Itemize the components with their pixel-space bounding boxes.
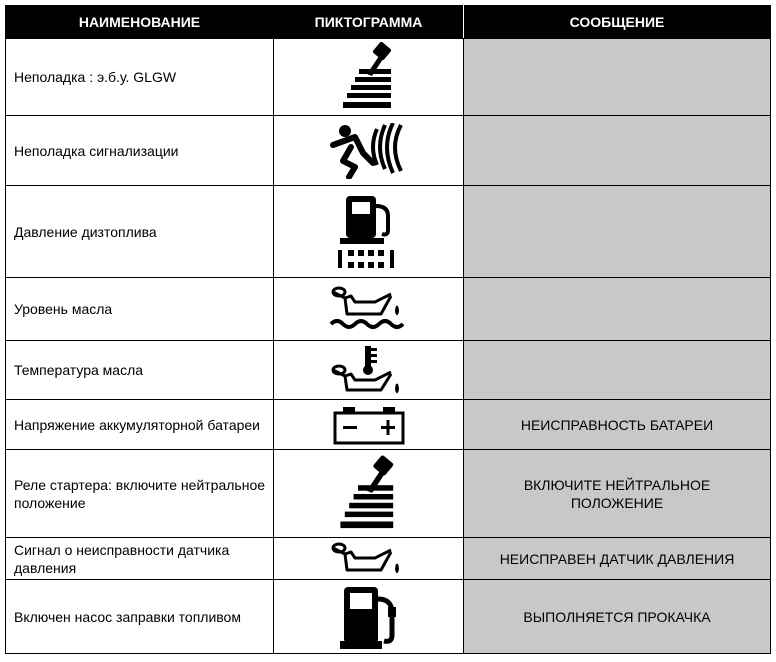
row-message (464, 341, 771, 400)
header-message: СООБЩЕНИЕ (464, 6, 771, 39)
row-name: Включен насос заправки топливом (6, 580, 274, 654)
table-row (6, 186, 771, 278)
gear-lever-icon (336, 42, 402, 112)
row-name: Неполадка сигнализации (6, 116, 274, 186)
row-message: НЕИСПРАВНОСТЬ БАТАРЕИ (464, 400, 771, 450)
table-row (6, 341, 771, 400)
row-name: Давление дизтоплива (6, 186, 274, 278)
gear-lever-icon (336, 455, 402, 533)
row-message (464, 186, 771, 278)
table-row (6, 116, 771, 186)
row-name: Неполадка : э.б.у. GLGW (6, 39, 274, 116)
oil-can-icon (329, 542, 409, 576)
row-name: Температура масла (6, 341, 274, 400)
row-message: НЕИСПРАВЕН ДАТЧИК ДАВЛЕНИЯ (464, 538, 771, 580)
row-name: Напряжение аккумуляторной батареи (6, 400, 274, 450)
table-row (6, 580, 771, 654)
indicator-table (5, 5, 771, 654)
table-header-row (6, 6, 771, 39)
row-name: Сигнал о неисправности датчика давления (6, 538, 274, 580)
table-row (6, 278, 771, 341)
oil-level-icon (329, 284, 409, 334)
alarm-person-icon (329, 123, 409, 179)
row-name: Реле стартера: включите нейтральное положение (6, 450, 274, 538)
row-name: Уровень масла (6, 278, 274, 341)
table-row (6, 39, 771, 116)
table-row (6, 450, 771, 538)
row-message (464, 278, 771, 341)
oil-temperature-icon (329, 344, 409, 396)
fuel-pump-icon (334, 583, 404, 651)
battery-icon (331, 405, 407, 445)
table-row (6, 400, 771, 450)
row-message: ВЫПОЛНЯЕТСЯ ПРОКАЧКА (464, 580, 771, 654)
table-row (6, 538, 771, 580)
header-pictogram: ПИКТОГРАММА (274, 6, 464, 39)
header-name: НАИМЕНОВАНИЕ (6, 6, 274, 39)
row-message: ВКЛЮЧИТЕ НЕЙТРАЛЬНОЕ ПОЛОЖЕНИЕ (464, 450, 771, 538)
row-message (464, 39, 771, 116)
fuel-pressure-icon (334, 192, 404, 272)
row-message (464, 116, 771, 186)
